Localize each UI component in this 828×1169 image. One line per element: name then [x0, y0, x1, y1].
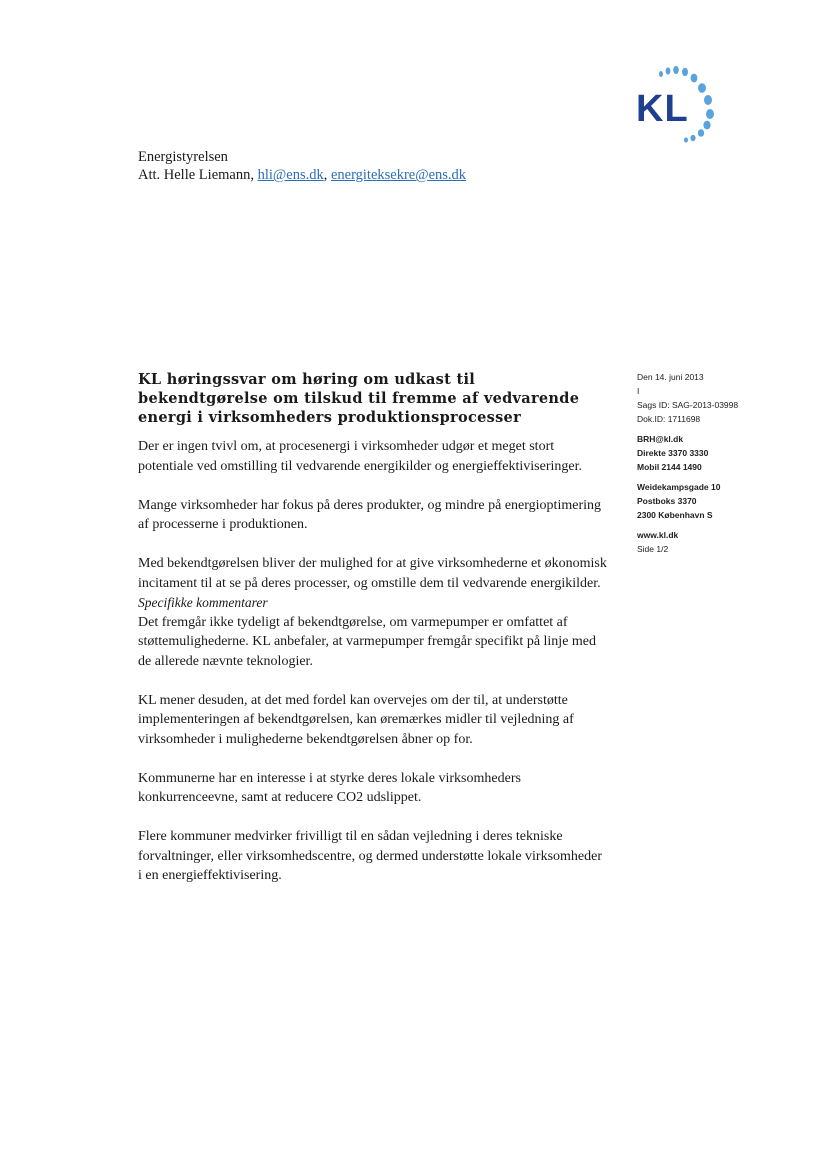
meta-web[interactable]: www.kl.dk: [637, 530, 679, 540]
meta-postbox: Postboks 3370: [637, 496, 697, 506]
recipient-org: Energistyrelsen: [138, 149, 228, 165]
meta-sags-id: Sags ID: SAG-2013-03998: [637, 400, 739, 410]
recipient-att: Att. Helle Liemann,: [138, 167, 258, 183]
recipient-att-line: [138, 166, 466, 184]
email-link-hli[interactable]: hli@ens.dk: [257, 167, 324, 183]
sidebar-meta: [637, 370, 787, 556]
paragraph-7: Flere kommuner medvirker frivilligt til en sådan vejledning i deres tekniske forvaltninger, eller virksomhedscentre, og dermed understøtte lokale virksomheder i en energieffektivisering.: [138, 829, 603, 883]
kl-logo: [628, 62, 728, 152]
paragraph-1: Der er ingen tvivl om, at procesenergi i virksomheder udgør et meget stort potentiale ved omstilling til vedvarende energikilder og energieffektiviseringer.: [138, 439, 582, 474]
paragraph-6: Kommunerne har en interesse i at styrke deres lokale virksomheders konkurrenceevne, samt at reducere CO2 udslippet.: [138, 770, 521, 805]
email-separator: ,: [323, 167, 331, 183]
meta-mobil: Mobil 2144 1490: [637, 462, 702, 472]
subheading-specific-comments: Specifikke kommentarer: [138, 595, 268, 610]
kl-logo-text: KL: [636, 88, 689, 130]
document-title: KL høringssvar om høring om udkast til bekendtgørelse om tilskud til fremme af vedvarende energi i virksomheders produktionsprocesser: [138, 371, 580, 426]
meta-email: BRH@kl.dk: [637, 434, 684, 444]
meta-marker: I: [637, 386, 640, 396]
recipient-block: [138, 148, 466, 184]
paragraph-5: KL mener desuden, at det med fordel kan overvejes om der til, at understøtte implementeringen af bekendtgørelsen, kan øremærkes midler til vejledning af virksomheder i mulighederne bekendtgørelsen åbner op for.: [138, 692, 574, 747]
paragraph-2: Mange virksomheder har fokus på deres produkter, og mindre på energioptimering af processerne i produktionen.: [138, 497, 601, 532]
email-link-energiteksekre[interactable]: energiteksekre@ens.dk: [330, 167, 467, 183]
meta-dok-id: Dok.ID: 1711698: [637, 414, 701, 424]
document-body: [138, 437, 608, 886]
paragraph-4: Det fremgår ikke tydeligt af bekendtgørelse, om varmepumper er omfattet af støttemulighederne. KL anbefaler, at varmepumper fremgår specifikt på linje med de allerede nævnte teknologier.: [138, 614, 597, 669]
meta-page: Side 1/2: [637, 544, 669, 554]
meta-date: Den 14. juni 2013: [637, 372, 704, 382]
meta-city: 2300 København S: [637, 510, 713, 520]
paragraph-3: Med bekendtgørelsen bliver der mulighed for at give virksomhederne et økonomisk incitament til at se på deres processer, og omstille dem til vedvarende energikilder.: [138, 556, 607, 591]
meta-direkte: Direkte 3370 3330: [637, 448, 709, 458]
meta-street: Weidekampsgade 10: [637, 482, 721, 492]
